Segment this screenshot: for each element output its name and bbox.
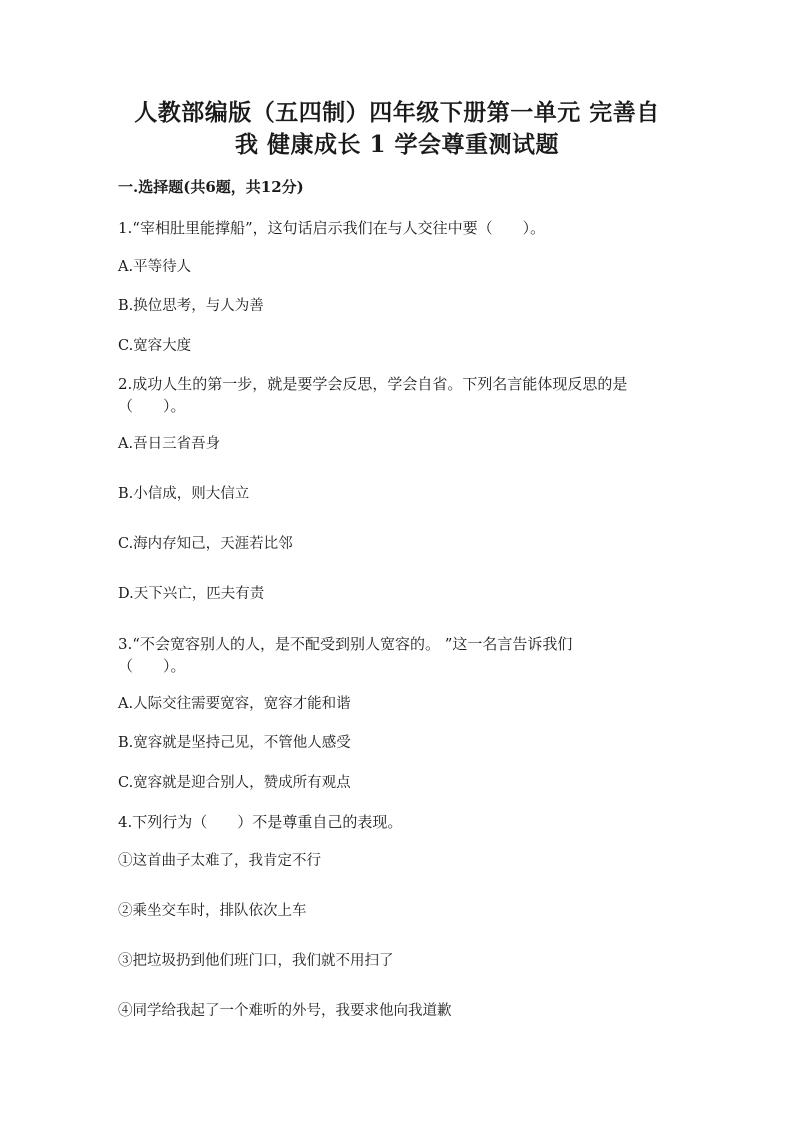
question-1-option-a: A.平等待人 — [118, 259, 192, 275]
question-1-stem: 1.“宰相肚里能撑船”，这句话启示我们在与人交往中要（ ）。 — [118, 219, 546, 237]
document-title-line-2: 我 健康成长 1 学会尊重测试题 — [234, 131, 560, 158]
question-1-option-b: B.换位思考，与人为善 — [118, 298, 264, 314]
document-title-line-1: 人教部编版（五四制）四年级下册第一单元 完善自 — [134, 99, 660, 126]
question-1-option-c: C.宽容大度 — [118, 338, 192, 354]
question-2-stem-line-2: （ ）。 — [118, 397, 186, 415]
question-2-stem-line-1: 2.成功人生的第一步，就是要学会反思，学会自省。下列名言能体现反思的是 — [118, 375, 628, 393]
question-3-stem-line-1: 3.“不会宽容别人的人，是不配受到别人宽容的。 ”这一名言告诉我们 — [118, 635, 573, 653]
question-4-item-1: ①这首曲子太难了，我肯定不行 — [118, 853, 321, 869]
question-3-option-c: C.宽容就是迎合别人，赞成所有观点 — [118, 775, 351, 791]
section-heading: 一.选择题(共6题，共12分) — [118, 178, 304, 196]
question-3-stem-line-2: （ ）。 — [118, 657, 186, 675]
question-2-option-b: B.小信成，则大信立 — [118, 486, 250, 502]
question-3-option-a: A.人际交往需要宽容，宽容才能和谐 — [118, 696, 351, 712]
question-2-option-a: A.吾日三省吾身 — [118, 436, 221, 452]
question-4-item-2: ②乘坐交车时，排队依次上车 — [118, 903, 307, 919]
question-4-item-3: ③把垃圾扔到他们班门口，我们就不用扫了 — [118, 953, 394, 969]
question-4-item-4: ④同学给我起了一个难听的外号，我要求他向我道歉 — [118, 1003, 452, 1019]
question-4-stem: 4.下列行为（ ）不是尊重自己的表现。 — [118, 813, 403, 831]
question-2-option-d: D.天下兴亡，匹夫有责 — [118, 586, 265, 602]
question-3-option-b: B.宽容就是坚持己见，不管他人感受 — [118, 735, 351, 751]
question-2-option-c: C.海内存知己，天涯若比邻 — [118, 536, 293, 552]
